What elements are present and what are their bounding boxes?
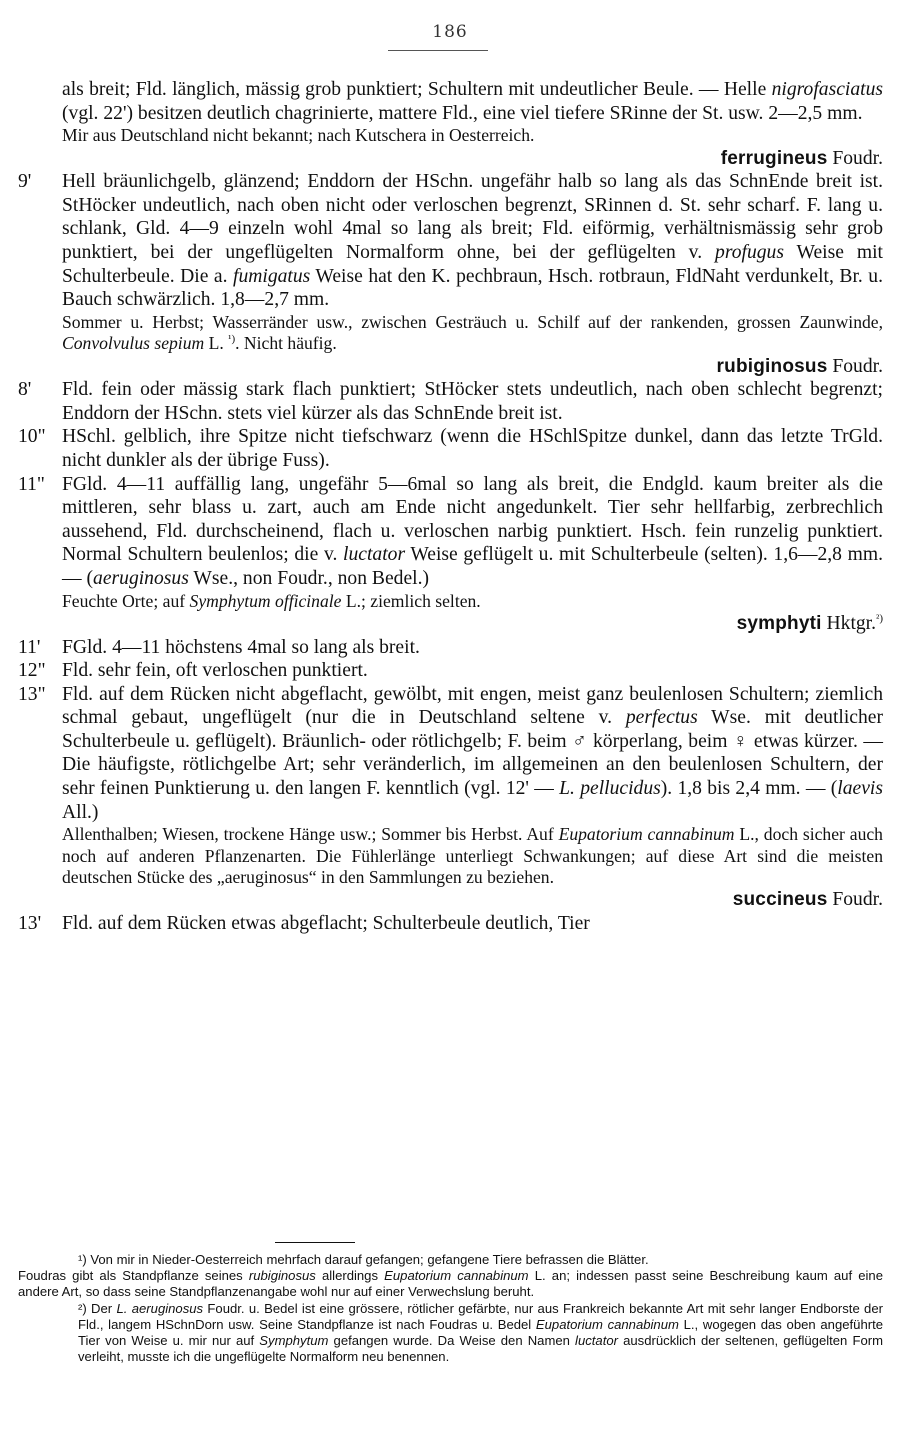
footnote-rule xyxy=(275,1242,355,1243)
header-rule xyxy=(388,50,488,51)
couplet-text: Wse., non Foudr., non Bedel.) xyxy=(188,567,430,589)
footnote-text: L., wogegen das oben angeführte Tier von Weise u. mir nur auf xyxy=(78,1316,884,1349)
note-text: Feuchte Orte; auf xyxy=(62,590,190,611)
plant-name: Eupatorium cannabinum xyxy=(558,824,735,845)
species-label xyxy=(18,888,883,912)
footnote-text: ausdrücklich der seltenen, geflügelten Form verleiht, musste ich die ungeflügelte Normalform neu benennen. xyxy=(78,1333,883,1365)
footnote-text: Foudr. u. Bedel ist eine grössere, rötlicher gefärbte, nur aus Frankreich bekannte Art mit sehr langer Endborste der Fld., langem HSchnDorn usw. Seine Standpflanze ist nach Foudras u. Bedel xyxy=(78,1300,883,1332)
couplet-text: ). 1,8 bis 2,4 mm. — ( xyxy=(660,778,838,800)
species-label xyxy=(18,355,883,379)
species-author: Foudr. xyxy=(827,889,883,911)
couplet-number: 10" xyxy=(18,426,46,448)
taxon-name: luctator xyxy=(343,544,406,566)
footnote-ref: ¹) xyxy=(228,333,236,346)
note-text: Sommer u. Herbst; Wasserränder usw., zwischen Gesträuch u. Schilf auf der rankenden, grossen Zaunwinde, xyxy=(62,311,883,332)
note-text: . Nicht häufig. xyxy=(235,333,337,354)
intro-text: als breit; Fld. länglich, mässig grob punktiert; Schultern mit undeutlicher Beule. — Helle xyxy=(62,79,772,100)
plant-name: Convolvulus sepium xyxy=(62,333,205,354)
taxon-name: nigrofasciatus xyxy=(771,79,883,100)
habitat-note xyxy=(18,824,883,888)
key-couplet-10 xyxy=(18,425,883,472)
note-text: L., doch sicher auch noch auf anderen Pflanzenarten. Die Fühlerlänge unterliegt Schwankungen; auf diese Art sind die meisten deutschen Stücke des „aeruginosus“ in den Sammlungen zu beziehen. xyxy=(62,824,883,888)
plant-name: Eupatorium cannabinum xyxy=(535,1316,679,1332)
couplet-text: FGld. 4—11 auffällig lang, ungefähr 5—6mal so lang als breit, die Endgld. kaum breiter als die mittleren, sehr blass u. zart, auch am Ende nicht angedunkelt. Tier sehr hellfarbig, zerbrechlich aussehend, Fld. durchscheinend, flach u. verloschen narbig punktiert. Hsch. fein runzelig punktiert. Normal Schultern beulenlos; die v. xyxy=(62,473,883,566)
species-author: Foudr. xyxy=(827,355,883,377)
footnote-ref: ²) xyxy=(876,612,883,625)
species-name: ferrugineus xyxy=(720,147,828,169)
couplet-number: 13" xyxy=(18,683,46,705)
species-label xyxy=(18,612,883,636)
couplet-number: 12" xyxy=(18,660,46,682)
key-couplet-11b xyxy=(18,636,883,660)
couplet-text: All.) xyxy=(62,801,99,823)
intro-text-2: (vgl. 22') besitzen deutlich chagrinierte, mattere Fld., eine viel tiefere SRinne der St. usw. 2—2,5 mm. xyxy=(62,102,863,124)
couplet-text: HSchl. gelblich, ihre Spitze nicht tiefschwarz (wenn die HSchlSpitze dunkel, dann das letzte TrGld. nicht dunkler als der übrige Fuss). xyxy=(62,426,883,471)
couplet-number: 13' xyxy=(18,913,42,935)
note-text: L.; ziemlich selten. xyxy=(341,590,481,611)
species-author: Hktgr. xyxy=(821,612,877,634)
intro-note: Mir aus Deutschland nicht bekannt; nach Kutschera in Oesterreich. xyxy=(62,125,535,146)
footnote-1 xyxy=(18,1252,883,1268)
taxon-name: rubiginosus xyxy=(248,1268,316,1284)
species-author: Foudr. xyxy=(827,147,883,169)
footnote-text: gefangen wurde. Da Weise den Namen xyxy=(328,1333,576,1349)
couplet-number: 9' xyxy=(18,171,32,193)
note-text: Allenthalben; Wiesen, trockene Hänge usw.; Sommer bis Herbst. Auf xyxy=(62,824,559,845)
taxon-name: profugus xyxy=(715,241,784,263)
habitat-note xyxy=(18,312,883,355)
species-name: succineus xyxy=(732,889,828,911)
species-name: symphyti xyxy=(736,612,822,634)
footnote-text: Foudras gibt als Standpflanze seines xyxy=(18,1268,249,1284)
taxon-name: L. aeruginosus xyxy=(116,1300,204,1316)
key-couplet-9b xyxy=(18,170,883,312)
page-number: 186 xyxy=(432,22,468,42)
couplet-text: Fld. auf dem Rücken etwas abgeflacht; Schulterbeule deutlich, Tier xyxy=(62,913,590,935)
taxon-name: fumigatus xyxy=(233,265,311,287)
taxon-name: L. pellucidus xyxy=(559,778,661,800)
key-couplet-13b xyxy=(18,912,883,936)
taxon-name: luctator xyxy=(575,1333,618,1349)
couplet-text: Fld. auf dem Rücken nicht abgeflacht, gewölbt, mit engen, meist ganz beulenlosen Schultern; ziemlich schmal gebaut, ungeflügelt (nur die in Deutschland seltene v. xyxy=(62,683,883,729)
species-name: rubiginosus xyxy=(716,355,828,377)
note-text: L. xyxy=(204,333,229,354)
couplet-text: Fld. sehr fein, oft verloschen punktiert. xyxy=(62,660,368,682)
couplet-text: Weise mit Schulterbeule. Die a. xyxy=(62,241,883,287)
plant-name: Symphytum officinale xyxy=(189,590,342,611)
footnote-text: ²) Der xyxy=(78,1300,117,1316)
habitat-note xyxy=(18,591,883,612)
couplet-text: Weise geflügelt u. mit Schulterbeule (selten). 1,6—2,8 mm. — ( xyxy=(62,544,883,589)
footnote-2 xyxy=(18,1301,883,1366)
footnote-1-cont xyxy=(18,1268,883,1300)
key-couplet-12 xyxy=(18,659,883,683)
key-couplet-8b xyxy=(18,378,883,425)
footnote-text: L. an; indessen passt seine Beschreibung kaum auf eine andere Art, so dass seine Standpflanzenangabe wohl nur auf einer Verwechslung beruht. xyxy=(18,1268,883,1300)
key-couplet-13 xyxy=(18,683,883,825)
couplet-text: Hell bräunlichgelb, glänzend; Enddorn der HSchn. ungefähr halb so lang als das SchnEnde breit ist. StHöcker undeutlich, nach oben nicht oder verloschen begrenzt, SRinnen d. St. sehr scharf. F. lang u. schlank, Gld. 4—9 einzeln wohl 4mal so lang als breit; Fld. eiförmig, verhältnismässig sehr grob punktiert, bei der ungeflügelten Normalform ohne, bei der geflügelten v. xyxy=(62,171,883,263)
taxon-name: aeruginosus xyxy=(93,567,189,589)
intro-paragraph xyxy=(18,78,883,125)
couplet-text: FGld. 4—11 höchstens 4mal so lang als breit. xyxy=(62,636,420,658)
taxon-name: perfectus xyxy=(625,707,698,729)
footnotes xyxy=(18,1252,883,1365)
taxon-name: laevis xyxy=(837,778,883,800)
footnote-text: ¹) Von mir in Nieder-Oesterreich mehrfach darauf gefangen; gefangene Tiere befrassen die Blätter. xyxy=(78,1252,649,1267)
couplet-number: 11' xyxy=(18,636,41,658)
main-text xyxy=(18,78,883,936)
plant-name: Eupatorium cannabinum xyxy=(384,1268,529,1284)
species-label xyxy=(18,147,883,171)
plant-name: Symphytum xyxy=(259,1333,329,1349)
key-couplet-11 xyxy=(18,473,883,591)
couplet-text: Weise hat den K. pechbraun, Hsch. rotbraun, FldNaht verdunkelt, Br. u. Bauch schwärzlich. 1,8—2,7 mm. xyxy=(62,265,883,311)
couplet-text: Fld. fein oder mässig stark flach punktiert; StHöcker stets undeutlich, nach oben schlecht begrenzt; Enddorn der HSchn. stets viel kürzer als das SchnEnde breit ist. xyxy=(62,379,883,424)
couplet-number: 11" xyxy=(18,473,45,495)
couplet-number: 8' xyxy=(18,379,32,401)
couplet-text: Wse. mit deutlicher Schulterbeule u. geflügelt). Bräunlich- oder rötlichgelb; F. beim ♂ körperlang, beim ♀ etwas kürzer. — Die häufigste, rötlichgelbe Art; sehr veränderlich, im allgemeinen an den beulenlosen Schultern, der sehr feinen Punktierung u. den langen F. kenntlich (vgl. 12' — xyxy=(62,707,884,800)
footnote-text: allerdings xyxy=(315,1268,385,1284)
